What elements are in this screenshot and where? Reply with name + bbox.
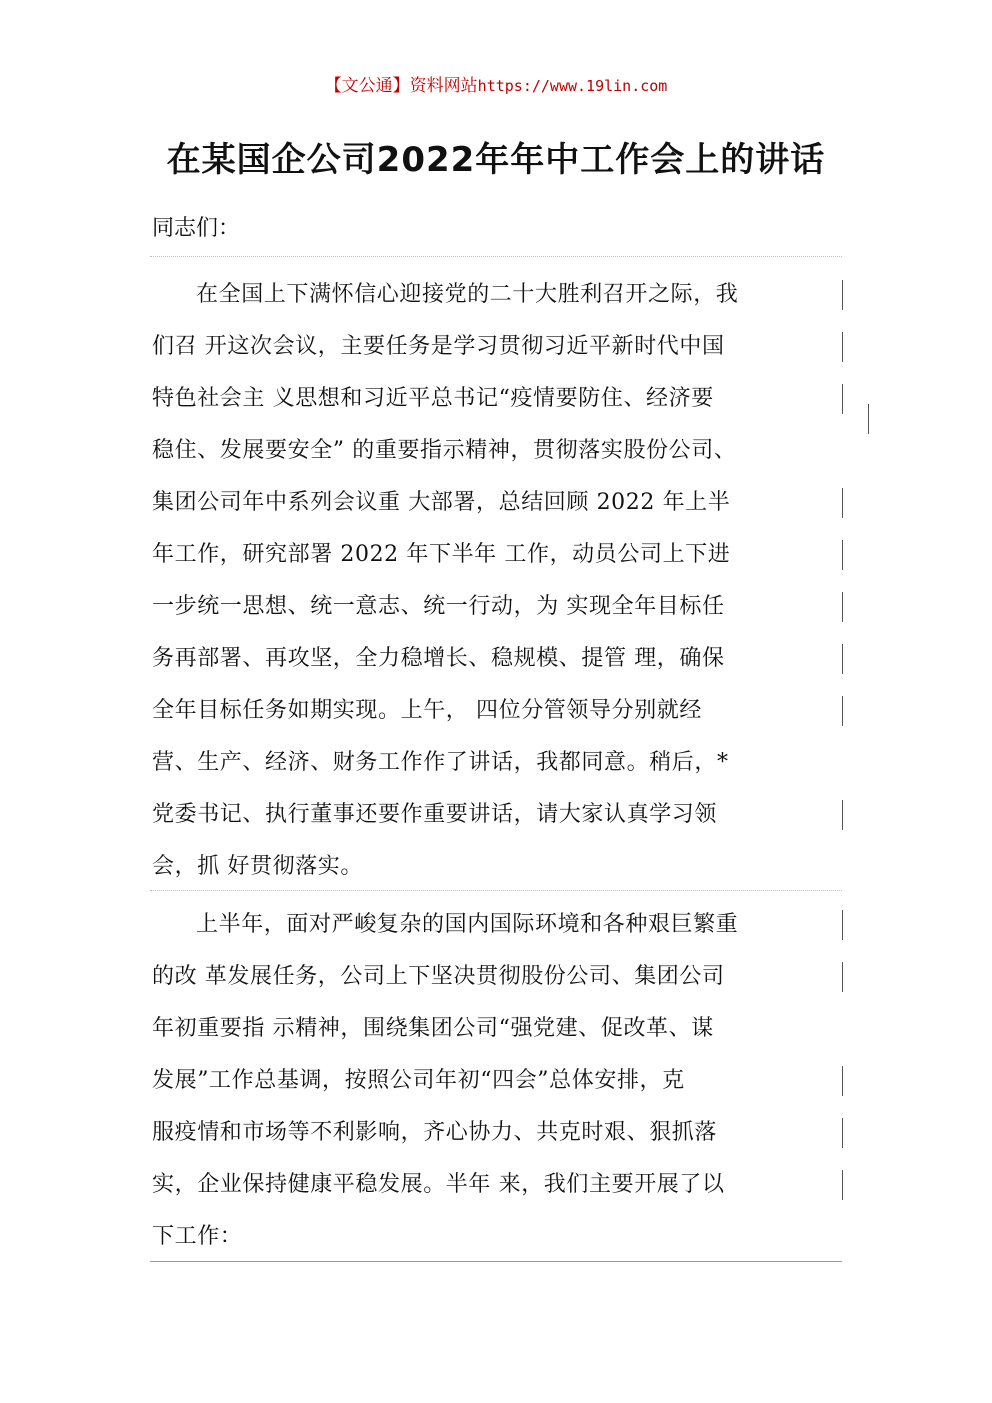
paragraph-1-line: 一步统一思想、统一意志、统一行动，为 实现全年目标任	[152, 594, 725, 619]
paragraph-1-line: 们召 开这次会议，主要任务是学习贯彻习近平新时代中国	[152, 334, 725, 359]
revision-bar	[842, 962, 843, 992]
revision-bar	[868, 404, 869, 434]
paragraph-1-line: 务再部署、再攻坚，全力稳增长、稳规模、提管 理，确保	[152, 646, 725, 671]
divider-top	[150, 256, 842, 257]
revision-bar	[842, 592, 843, 622]
revision-bar	[842, 910, 843, 940]
revision-bar	[842, 696, 843, 726]
site-header	[0, 74, 992, 98]
revision-bar	[842, 800, 843, 830]
paragraph-2-line: 实，企业保持健康平稳发展。半年 来，我们主要开展了以	[152, 1172, 725, 1197]
paragraph-2-line: 下工作：	[152, 1224, 243, 1249]
paragraph-1-line: 集团公司年中系列会议重 大部署，总结回顾 2022 年上半	[152, 490, 731, 515]
paragraph-1-line: 特色社会主 义思想和习近平总书记“疫情要防住、经济要	[152, 386, 714, 411]
paragraph-1-line: 营、生产、经济、财务工作作了讲话，我都同意。稍后，*	[152, 750, 729, 775]
paragraph-2	[152, 899, 842, 1263]
paragraph-2-line: 发展”工作总基调，按照公司年初“四会”总体安排，克	[152, 1068, 685, 1093]
paragraph-2-line: 上半年，面对严峻复杂的国内国际环境和各种艰巨繁重	[196, 912, 739, 937]
paragraph-1-line: 年工作，研究部署 2022 年下半年 工作，动员公司上下进	[152, 542, 731, 567]
revision-bar	[842, 384, 843, 414]
revision-bar	[842, 644, 843, 674]
revision-bar	[842, 488, 843, 518]
revision-bar	[842, 1170, 843, 1200]
paragraph-1	[152, 269, 842, 893]
paragraph-2-line: 的改 革发展任务，公司上下坚决贯彻股份公司、集团公司	[152, 964, 725, 989]
brand-name: 【文公通】	[324, 76, 410, 96]
document-title: 在某国企公司2022年年中工作会上的讲话	[166, 140, 826, 180]
divider-bottom	[150, 1261, 842, 1262]
salutation: 同志们：	[152, 216, 241, 241]
paragraph-1-line: 在全国上下满怀信心迎接党的二十大胜利召开之际，我	[196, 282, 739, 307]
paragraph-1-line: 稳住、发展要安全” 的重要指示精神，贯彻落实股份公司、	[152, 438, 737, 463]
site-label: 资料网站	[409, 76, 478, 96]
divider-middle	[150, 890, 842, 891]
paragraph-2-line: 年初重要指 示精神，围绕集团公司“强党建、促改革、谋	[152, 1016, 714, 1041]
revision-bar	[842, 1118, 843, 1148]
revision-bar	[842, 280, 843, 310]
site-url-link[interactable]: https://www.19lin.com	[477, 77, 668, 95]
revision-bar	[842, 540, 843, 570]
paragraph-1-line: 全年目标任务如期实现。上午， 四位分管领导分别就经	[152, 698, 702, 723]
paragraph-1-line: 党委书记、执行董事还要作重要讲话，请大家认真学习领	[152, 802, 718, 827]
revision-bar	[842, 332, 843, 362]
paragraph-1-line: 会，抓 好贯彻落实。	[152, 854, 363, 879]
revision-bar	[842, 1066, 843, 1096]
paragraph-2-line: 服疫情和市场等不利影响，齐心协力、共克时艰、狠抓落	[152, 1120, 718, 1145]
